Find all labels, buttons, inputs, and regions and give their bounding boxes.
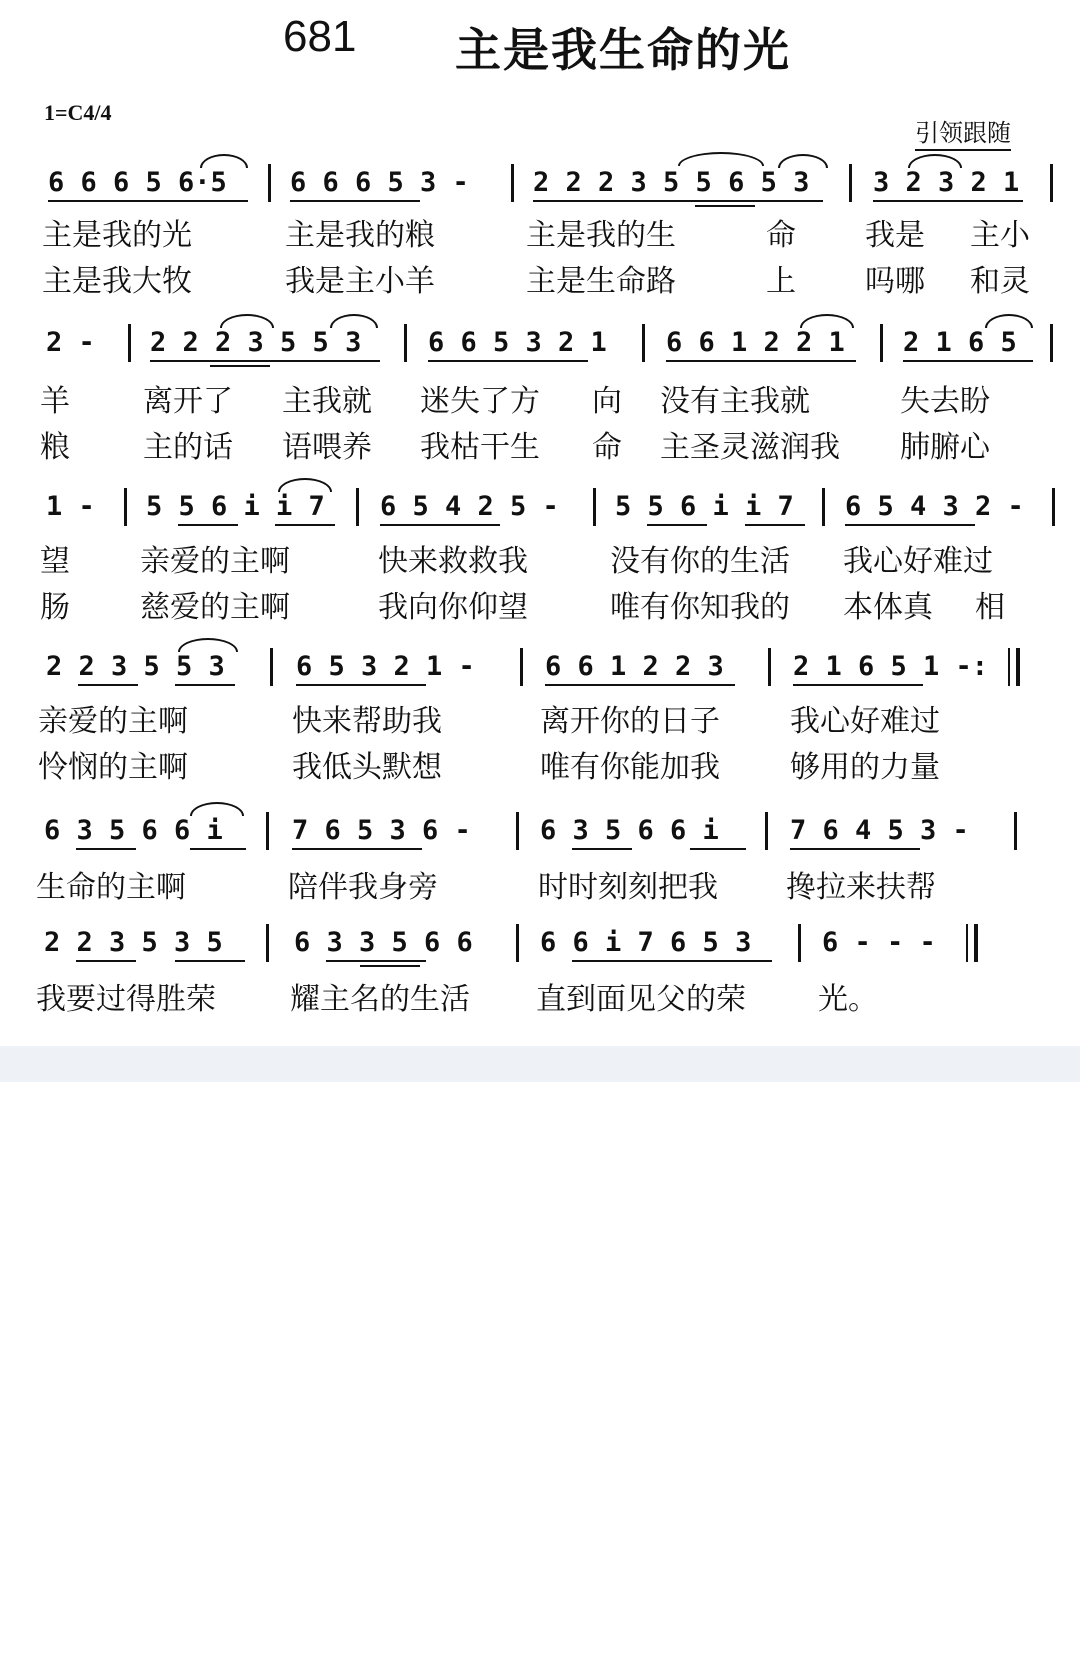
measure: 2 2 3 5 3 5 bbox=[44, 927, 223, 958]
eighth-beam bbox=[190, 848, 246, 850]
eighth-beam bbox=[572, 960, 772, 962]
lyric-phrase: 本体真 bbox=[843, 590, 933, 625]
measure: 2 2 2 3 5 5 3 bbox=[150, 327, 362, 358]
lyric-phrase: 吗哪 bbox=[865, 264, 925, 299]
measure: 6 5 4 3 2 - bbox=[845, 491, 1024, 522]
eighth-beam bbox=[296, 684, 426, 686]
lyric-phrase: 唯有你能加我 bbox=[540, 750, 720, 785]
lyric-phrase: 主圣灵滋润我 bbox=[660, 430, 840, 465]
sixteenth-beam bbox=[695, 205, 755, 207]
lyric-phrase: 够用的力量 bbox=[790, 750, 940, 785]
barline bbox=[124, 488, 127, 526]
lyric-phrase: 我是 bbox=[865, 218, 925, 253]
final-repeat-barline bbox=[1016, 648, 1020, 686]
lyric-phrase: 迷失了方 bbox=[420, 384, 540, 419]
slur bbox=[908, 154, 962, 168]
eighth-beam bbox=[647, 524, 707, 526]
barline bbox=[511, 164, 514, 202]
measure: 2 1 6 5 1 -: bbox=[793, 651, 989, 682]
eighth-beam bbox=[175, 684, 235, 686]
barline bbox=[1050, 164, 1053, 202]
eighth-beam bbox=[572, 848, 632, 850]
measure: 6 5 4 2 5 - bbox=[380, 491, 559, 522]
notation-line bbox=[0, 920, 1080, 966]
key-signature: 1=C4/4 bbox=[44, 100, 112, 125]
measure: 6 3 5 6 6 i bbox=[44, 815, 223, 846]
lyric-phrase: 望 bbox=[40, 544, 70, 579]
notation-line bbox=[0, 484, 1080, 530]
barline bbox=[849, 164, 852, 202]
barline bbox=[1050, 324, 1053, 362]
lyric-phrase: 命 bbox=[592, 430, 622, 465]
eighth-beam bbox=[903, 360, 1033, 362]
barline bbox=[966, 924, 968, 962]
lyric-phrase: 亲爱的主啊 bbox=[140, 544, 290, 579]
lyric-phrase: 主是我的光 bbox=[42, 218, 192, 253]
eighth-beam bbox=[78, 684, 138, 686]
measure: 2 1 6 5 bbox=[903, 327, 1017, 358]
barline bbox=[765, 812, 768, 850]
eighth-beam bbox=[275, 524, 335, 526]
lyric-phrase: 离开了 bbox=[143, 384, 233, 419]
barline bbox=[516, 812, 519, 850]
barline bbox=[356, 488, 359, 526]
notation-line bbox=[0, 320, 1080, 366]
measure: 2 2 2 3 5 5 6 5 3 bbox=[533, 167, 810, 198]
eighth-beam bbox=[175, 960, 245, 962]
eighth-beam bbox=[873, 200, 1023, 202]
eighth-beam bbox=[545, 684, 735, 686]
barline bbox=[1052, 488, 1055, 526]
barline bbox=[270, 648, 273, 686]
performance-mode: 引领跟随 bbox=[915, 113, 1011, 151]
lyric-phrase: 主的话 bbox=[143, 430, 233, 465]
lyric-phrase: 失去盼 bbox=[900, 384, 990, 419]
eighth-beam bbox=[428, 360, 588, 362]
sixteenth-beam bbox=[360, 965, 420, 967]
eighth-beam bbox=[745, 524, 805, 526]
measure: 2 2 3 5 5 3 bbox=[46, 651, 225, 682]
eighth-beam bbox=[290, 200, 420, 202]
barline bbox=[798, 924, 801, 962]
barline bbox=[520, 648, 523, 686]
lyric-phrase: 语喂养 bbox=[282, 430, 372, 465]
measure: 3 2 3 2 1 bbox=[873, 167, 1020, 198]
measure: 6 6 i 7 6 5 3 bbox=[540, 927, 752, 958]
lyric-phrase: 直到面见父的荣 bbox=[536, 982, 746, 1017]
lyric-phrase: 向 bbox=[592, 384, 622, 419]
lyric-phrase: 陪伴我身旁 bbox=[288, 870, 438, 905]
measure: 6 5 3 2 1 - bbox=[296, 651, 475, 682]
lyric-phrase: 时时刻刻把我 bbox=[538, 870, 718, 905]
lyric-phrase: 我向你仰望 bbox=[378, 590, 528, 625]
lyric-phrase: 快来救救我 bbox=[378, 544, 528, 579]
lyric-phrase: 主是我的粮 bbox=[285, 218, 435, 253]
sixteenth-beam bbox=[210, 365, 270, 367]
barline bbox=[822, 488, 825, 526]
lyric-phrase: 和灵 bbox=[970, 264, 1030, 299]
lyric-phrase: 慈爱的主啊 bbox=[140, 590, 290, 625]
barline bbox=[593, 488, 596, 526]
lyric-phrase: 生命的主啊 bbox=[36, 870, 186, 905]
eighth-beam bbox=[790, 848, 920, 850]
lyric-phrase: 上 bbox=[766, 264, 796, 299]
lyric-phrase: 粮 bbox=[40, 430, 70, 465]
notation-line bbox=[0, 644, 1080, 690]
measure: 6 - - - bbox=[822, 927, 936, 958]
eighth-beam bbox=[793, 684, 923, 686]
barline bbox=[266, 812, 269, 850]
lyric-phrase: 唯有你知我的 bbox=[610, 590, 790, 625]
hymn-number: 681 bbox=[283, 12, 357, 61]
eighth-beam bbox=[380, 524, 500, 526]
lyric-phrase: 主是我大牧 bbox=[42, 264, 192, 299]
measure: 6 3 5 6 6 i bbox=[540, 815, 719, 846]
lyric-phrase: 主是我的生 bbox=[526, 218, 676, 253]
measure: 2 - bbox=[46, 327, 95, 358]
viewer-bottom-bar bbox=[0, 1046, 1080, 1082]
lyric-phrase: 肠 bbox=[40, 590, 70, 625]
slur bbox=[778, 154, 828, 168]
lyric-phrase: 主我就 bbox=[282, 384, 372, 419]
lyric-phrase: 耀主名的生活 bbox=[290, 982, 470, 1017]
measure: 6 6 6 5 6·5 bbox=[48, 167, 227, 198]
lyric-phrase: 我低头默想 bbox=[292, 750, 442, 785]
eighth-beam bbox=[845, 524, 975, 526]
lyric-phrase: 相 bbox=[975, 590, 1005, 625]
barline bbox=[1014, 812, 1017, 850]
lyric-phrase: 主是生命路 bbox=[526, 264, 676, 299]
slur bbox=[678, 152, 764, 166]
measure: 7 6 5 3 6 - bbox=[292, 815, 471, 846]
lyric-phrase: 羊 bbox=[40, 384, 70, 419]
eighth-beam bbox=[76, 960, 136, 962]
lyric-phrase: 没有主我就 bbox=[660, 384, 810, 419]
measure: 6 3 3 5 6 6 bbox=[294, 927, 473, 958]
barline bbox=[880, 324, 883, 362]
lyric-phrase: 离开你的日子 bbox=[540, 704, 720, 739]
lyric-phrase: 亲爱的主啊 bbox=[38, 704, 188, 739]
eighth-beam bbox=[690, 848, 746, 850]
notation-line bbox=[0, 808, 1080, 854]
measure: 7 6 4 5 3 - bbox=[790, 815, 969, 846]
eighth-beam bbox=[326, 960, 426, 962]
eighth-beam bbox=[178, 524, 238, 526]
lyric-phrase: 命 bbox=[766, 218, 796, 253]
eighth-beam bbox=[150, 360, 380, 362]
hymn-title: 主是我生命的光 bbox=[455, 23, 791, 77]
measure: 1 - bbox=[46, 491, 95, 522]
lyric-phrase: 主小 bbox=[970, 218, 1030, 253]
measure: 6 6 1 2 2 1 bbox=[666, 327, 845, 358]
eighth-beam bbox=[76, 848, 136, 850]
barline bbox=[266, 924, 269, 962]
notation-line bbox=[0, 160, 1080, 206]
lyric-phrase: 光。 bbox=[818, 982, 878, 1017]
eighth-beam bbox=[292, 848, 422, 850]
measure: 6 6 6 5 3 - bbox=[290, 167, 469, 198]
lyric-phrase: 我要过得胜荣 bbox=[36, 982, 216, 1017]
lyric-phrase: 我心好难过 bbox=[843, 544, 993, 579]
measure: 6 6 5 3 2 1 bbox=[428, 327, 607, 358]
barline bbox=[404, 324, 407, 362]
lyric-phrase: 我心好难过 bbox=[790, 704, 940, 739]
barline bbox=[768, 648, 771, 686]
final-barline bbox=[974, 924, 978, 962]
lyric-phrase: 肺腑心 bbox=[900, 430, 990, 465]
barline bbox=[128, 324, 131, 362]
measure: 5 5 6 i i 7 bbox=[146, 491, 325, 522]
eighth-beam bbox=[666, 360, 856, 362]
barline bbox=[642, 324, 645, 362]
measure: 5 5 6 i i 7 bbox=[615, 491, 794, 522]
lyric-phrase: 没有你的生活 bbox=[610, 544, 790, 579]
barline bbox=[1008, 648, 1010, 686]
measure: 6 6 1 2 2 3 bbox=[545, 651, 724, 682]
barline bbox=[516, 924, 519, 962]
barline bbox=[268, 164, 271, 202]
slur bbox=[200, 154, 248, 168]
lyric-phrase: 我枯干生 bbox=[420, 430, 540, 465]
lyric-phrase: 快来帮助我 bbox=[292, 704, 442, 739]
eighth-beam bbox=[533, 200, 823, 202]
lyric-phrase: 我是主小羊 bbox=[285, 264, 435, 299]
eighth-beam bbox=[48, 200, 248, 202]
lyric-phrase: 怜悯的主啊 bbox=[38, 750, 188, 785]
lyric-phrase: 搀拉来扶帮 bbox=[786, 870, 936, 905]
